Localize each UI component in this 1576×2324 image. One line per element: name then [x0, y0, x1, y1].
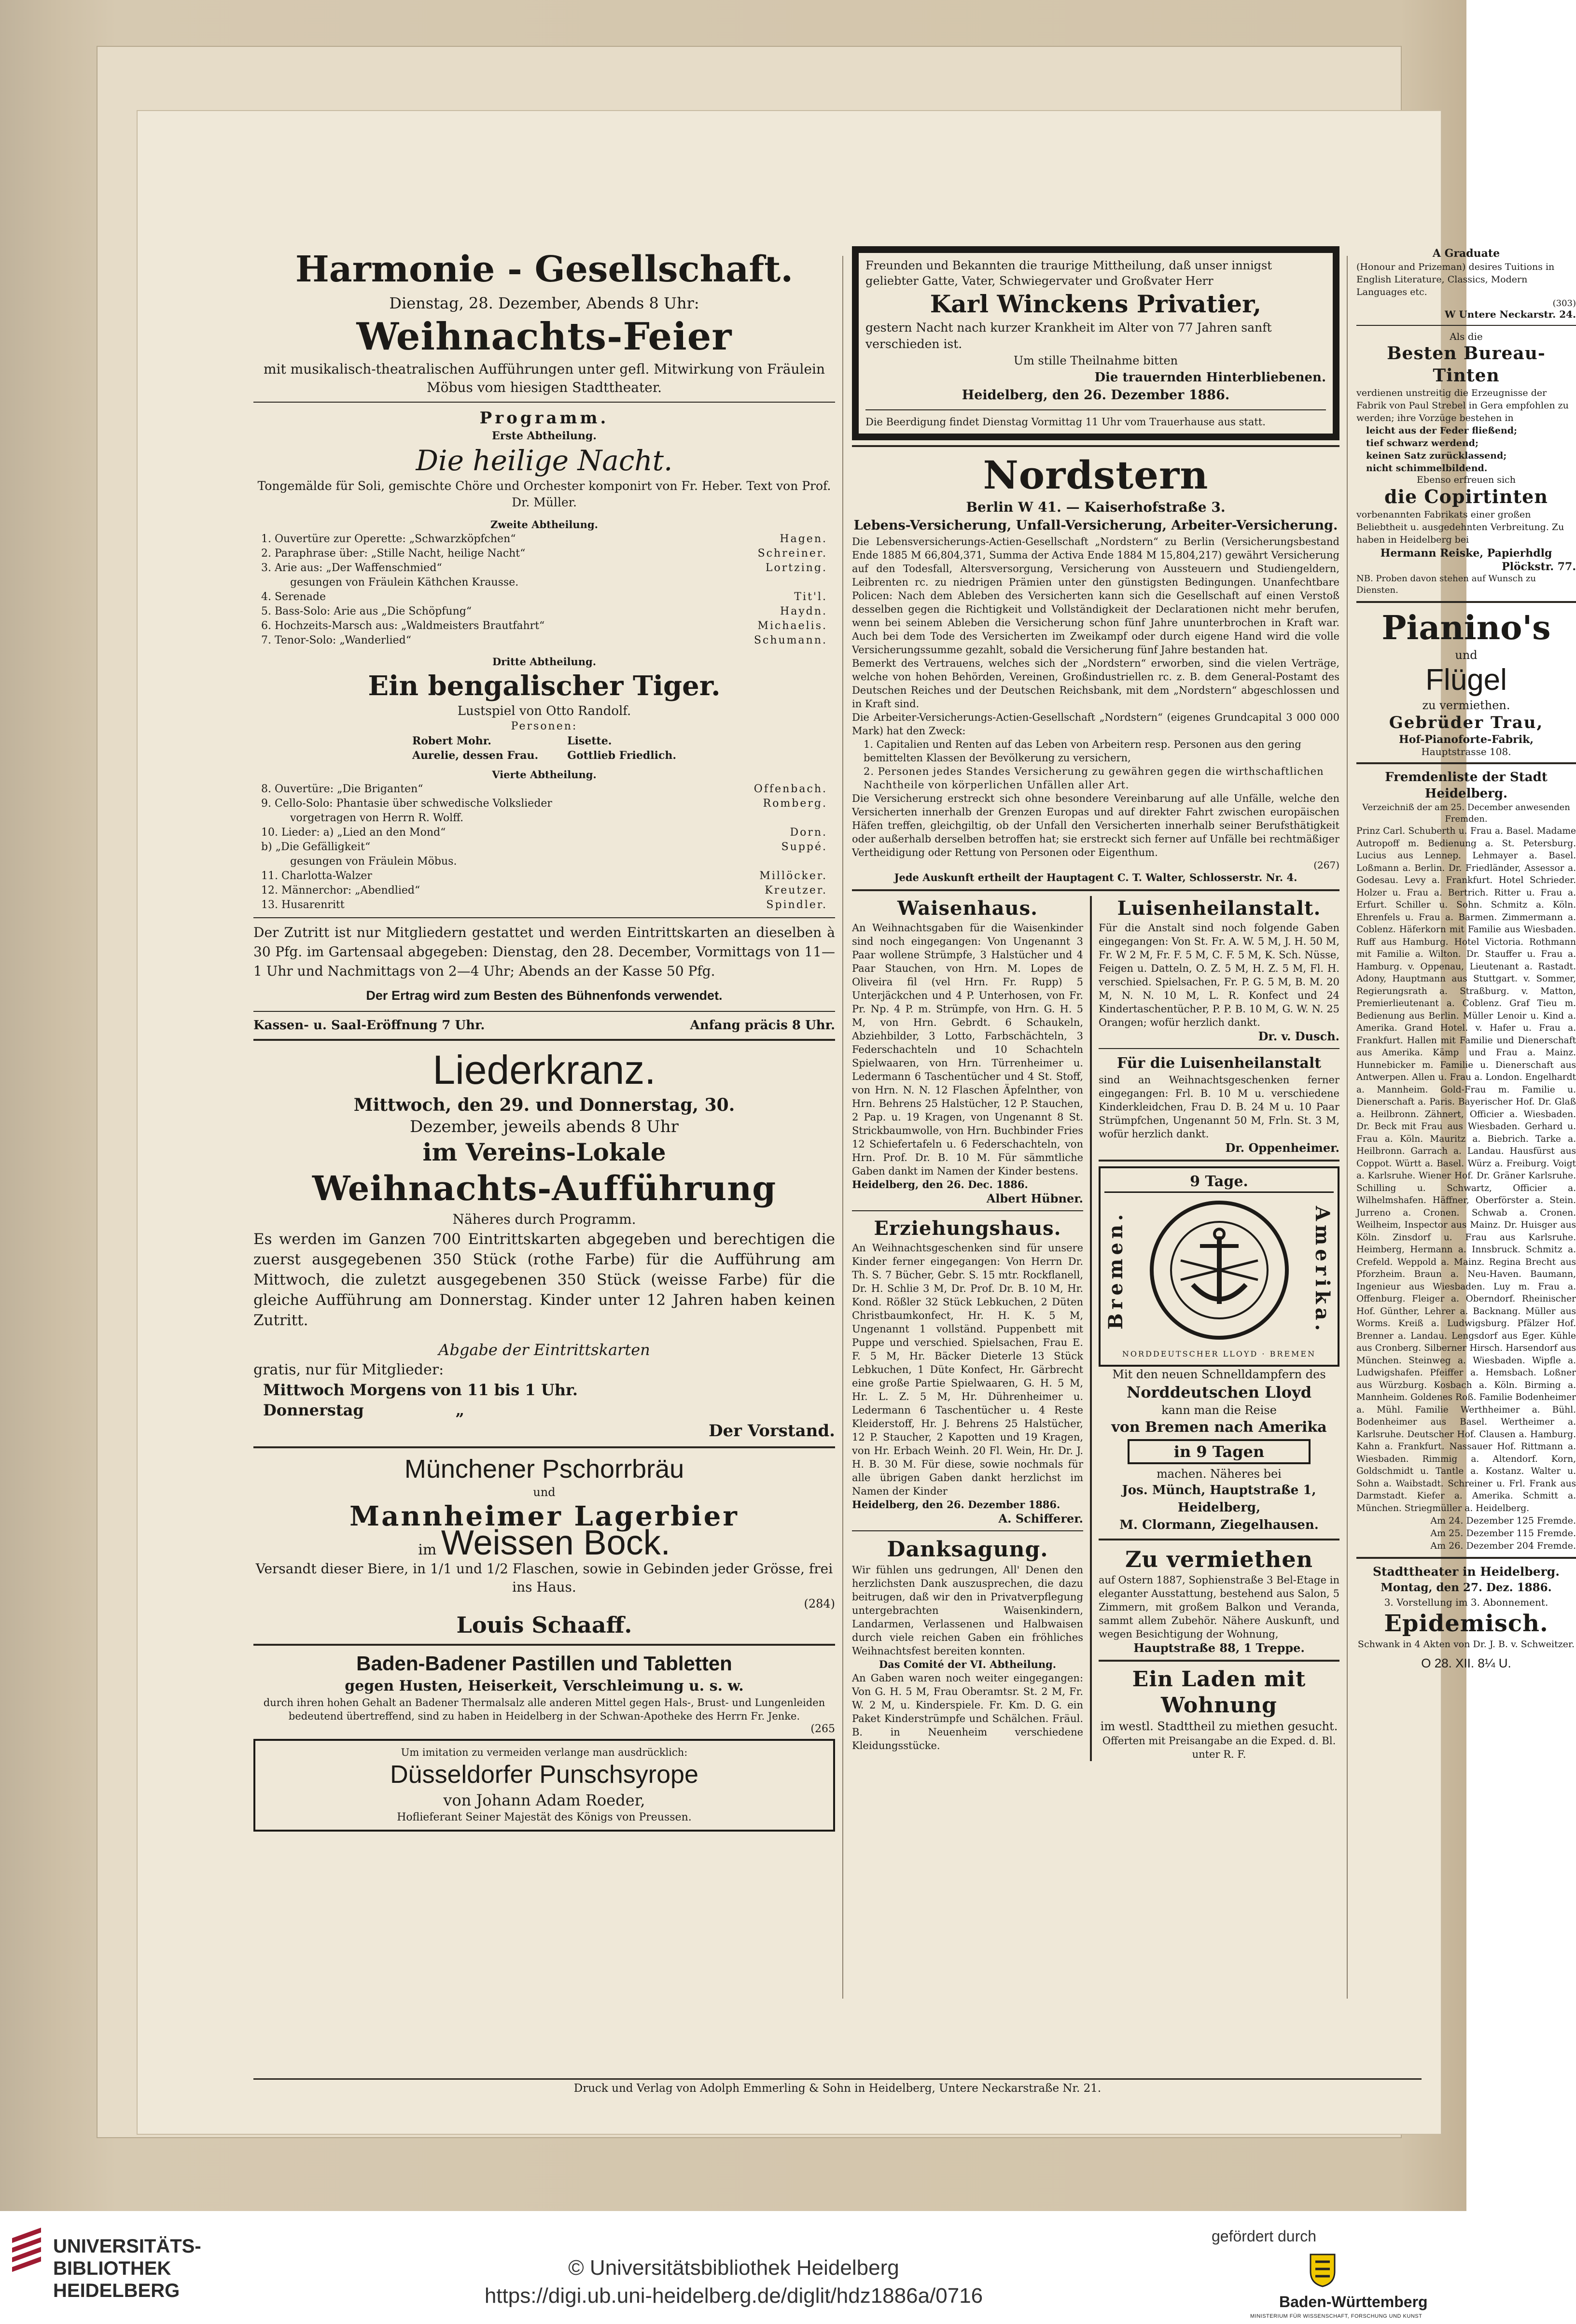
divider: [1099, 1539, 1339, 1540]
divider: [1356, 601, 1576, 603]
bw-name: Baden-Württemberg: [1279, 2293, 1428, 2310]
divider: [865, 409, 1326, 410]
zutritt-text: Der Zutritt ist nur Mitgliedern gestattet und werden Eintrittskarten an dieselben à 30 Pfg. im Gartensaal abgegeben: Dienstag, den 28. December, Vormittags von 11—1 Uhr und Nachmittags von 2—4 Uhr; Abends an der Kasse 50 Pfg.: [253, 924, 835, 979]
play-desc: Tongemälde für Soli, gemischte Chöre und Orchester komponirt von Fr. Heber. Text von Prof. Dr. Müller.: [257, 479, 831, 509]
program-item-title: 4. Serenade: [261, 591, 326, 603]
ad-number: (267): [1313, 859, 1339, 871]
charity-col-right: [1099, 896, 1339, 1761]
naeheres-text: Näheres durch Programm.: [452, 1211, 636, 1227]
bier-title: Münchener Pschorrbräu: [404, 1455, 684, 1484]
program-item: [261, 782, 827, 797]
tinten-seller: Hermann Reiske, Papierhdlg: [1380, 547, 1552, 560]
erziehung-body: An Weihnachtsgeschenken sind für unsere Kinder ferner eingegangen: Von Herrn Dr. Th. S. 7 Bücher, Gebr. S. 15 mtr. Rockflanell, Dr. H. Schlie 3 M, Dr. Prof. Dr. B. 10 M, Hr. Kond. Rößler 32 Stück Lebkuchen, 2 Düten Christbaumkonfect, Hr. H. K. 5 M, Ungenannt 1 vollständ. Puppenbett mit Puppe und verschied. Spielsachen, Frau E. F. 5 M, Hr. Bäcker Dieterle 13 Stück Lebkuchen, 1 Düte Konfect, Hr. Gärbrecht eine große Partie Spielwaaren, G. H. 5 M, Hr. L. Z. 5 M, Hr. Dührenheimer u. Ledermann 6 Taschentücher u. 4 Reste Kleiderstoff, Hr. J. Behrens 25 Halstücher, 12 P. Staucher, 2 Kapotten und 19 Kragen, von Hr. Erbach Weinh. 20 Fl. Wein, Hr. Dr. J. H. B. 30 M. Für diese, sowie nochmals für alle übrigen Gaben dankt herzlichst im Namen der Kinder: [852, 1242, 1084, 1497]
divider: [253, 917, 835, 918]
pianino-zu: zu vermiethen.: [1422, 699, 1510, 712]
obituary: [852, 246, 1339, 440]
program-item-title: 9. Cello-Solo: Phantasie über schwedische Volkslieder: [261, 798, 552, 810]
pianino-title: Pianino's: [1381, 609, 1551, 647]
erziehung-title: Erziehungshaus.: [874, 1217, 1061, 1240]
divider: [1099, 1048, 1339, 1049]
pastillen-title: Baden-Badener Pastillen und Tabletten: [356, 1652, 732, 1675]
column-divider: [1090, 896, 1092, 1761]
program-item: [261, 561, 827, 575]
danksagung-title: Danksagung.: [887, 1537, 1048, 1562]
danksagung-signature: Das Comité der VI. Abtheilung.: [879, 1658, 1057, 1670]
ad-number: (265: [810, 1723, 835, 1735]
lloyd-agent: M. Clormann, Ziegelhausen.: [1119, 1518, 1319, 1532]
program-item: [261, 826, 827, 840]
personen-item: Lisette.: [567, 735, 612, 747]
column-left: [253, 246, 835, 1832]
pianino-und: und: [1455, 648, 1478, 662]
lloyd-ring2: BREMEN: [1269, 1349, 1316, 1358]
tiger-desc: Lustspiel von Otto Randolf.: [457, 704, 631, 718]
lloyd-ring-text: NORDDEUTSCHER LLOYD · BREMEN: [1122, 1349, 1316, 1358]
institution-line: BIBLIOTHEK: [53, 2258, 171, 2279]
play-title: Die heilige Nacht.: [416, 444, 673, 477]
nordstern-ad: [852, 452, 1339, 884]
lloyd-amerika: Amerika.: [1311, 1205, 1334, 1335]
program-item-title: b) „Die Gefälligkeit“: [261, 841, 371, 853]
nordstern-p2: Bemerkt des Vertrauens, welches sich der „Nordstern“ erworben, sind die vielen Verträge, welche von hohen Behörden, Vereinen, Großindustriellen rc. z. B. dem General-Postamt des Deutschen Reiches und der Deutschen Reichsbank, mit dem „Nordstern“ abgeschlossen und in Kraft sind.: [852, 658, 1339, 710]
harmonie-date: Dienstag, 28. Dezember, Abends 8 Uhr:: [389, 294, 699, 312]
pianino-address: Hauptstrasse 108.: [1421, 746, 1511, 757]
obituary-beerdigung: Die Beerdigung findet Dienstag Vormittag 11 Uhr vom Trauerhause aus statt.: [865, 416, 1266, 428]
dritte-abtheilung: Dritte Abtheilung.: [492, 656, 597, 668]
bier-body: Versandt dieser Biere, in 1/1 und 1/2 Flaschen, sowie in Gebinden jeder Grösse, frei ins Haus.: [255, 1561, 833, 1595]
program-item-title: vorgetragen von Herrn R. Wolff.: [290, 812, 464, 824]
program-item-title: 8. Ouvertüre: „Die Briganten“: [261, 783, 423, 795]
punsch-small: Um imitation zu vermeiden verlange man ausdrücklich:: [401, 1747, 688, 1758]
program-item-title: gesungen von Fräulein Käthchen Krausse.: [290, 576, 519, 588]
bock-name: Weissen Bock.: [441, 1524, 670, 1562]
program-item: [261, 811, 827, 826]
luisen2-body: sind an Weihnachtsgeschenken ferner eingegangen: Frl. B. 10 M u. verschiedene Kinderkleidchen, Frau D. B. 24 M u. 10 Paar Strümpfchen, Ungenannt 50 M, Frln. St. 3 M, wofür herzlich dankt.: [1099, 1074, 1339, 1140]
personen-list: [253, 734, 835, 763]
programm-heading: Programm.: [479, 408, 609, 428]
charity-row: [852, 896, 1339, 1761]
program-item: [261, 869, 827, 883]
pianino-title2: Flügel: [1425, 663, 1507, 697]
tinten-nb: NB. Proben davon stehen auf Wunsch zu Diensten.: [1356, 574, 1536, 595]
program-item-title: gesungen von Fräulein Möbus.: [290, 855, 457, 868]
date-stamp: O 28. XII. 8¼ U.: [1421, 1656, 1511, 1670]
punsch-title: Düsseldorfer Punschsyrope: [390, 1761, 698, 1789]
column-middle: [852, 246, 1339, 1761]
fremdenliste: [1356, 769, 1576, 1552]
laden-title: Ein Laden mit Wohnung: [1132, 1667, 1306, 1718]
ministry-name: MINISTERIUM FÜR WISSENSCHAFT, FORSCHUNG UND KUNST: [1250, 2313, 1423, 2319]
program-item-composer: Haydn.: [780, 605, 827, 617]
lloyd-ring: NORDDEUTSCHER LLOYD: [1122, 1349, 1258, 1358]
fremden-sub: Verzeichniß der am 25. December anwesenden Fremden.: [1362, 802, 1570, 824]
program-item-composer: Millöcker.: [759, 870, 827, 882]
coat-of-arms-icon: [1303, 2250, 1342, 2288]
program-item-composer: Hagen.: [780, 533, 827, 545]
pastillen-line: gegen Husten, Heiserkeit, Verschleimung u. s. w.: [345, 1678, 744, 1694]
program-list: [253, 782, 835, 912]
personen-item: Aurelie, dessen Frau.: [412, 749, 539, 762]
program-item: [261, 633, 827, 648]
erziehung-signature: A. Schifferer.: [998, 1512, 1084, 1526]
program-item-title: 10. Lieder: a) „Lied an den Mond“: [261, 826, 446, 839]
liederkranz-title: Liederkranz.: [432, 1047, 656, 1092]
program-item-title: 2. Paraphrase über: „Stille Nacht, heilige Nacht“: [261, 547, 526, 560]
bier-ad: [253, 1453, 835, 1639]
luisen-signature: Dr. v. Dusch.: [1258, 1029, 1339, 1043]
graduate-title: A Graduate: [1432, 247, 1500, 260]
liederkranz-line: Dezember, jeweils abends 8 Uhr: [410, 1117, 679, 1136]
personen-item: Gottlieb Friedlich.: [567, 749, 677, 762]
program-item-title: 3. Arie aus: „Der Waffenschmied“: [261, 562, 442, 574]
obituary-intro: Freunden und Bekannten die traurige Mittheilung, daß unser innigst geliebter Gatte, Vater, Schwiegervater und Großvater Herr: [865, 259, 1272, 288]
program-item-composer: Schumann.: [753, 634, 827, 646]
divider: [253, 1011, 835, 1012]
theater-ad: [1356, 1564, 1576, 1673]
obituary-date: Heidelberg, den 26. Dezember 1886.: [962, 388, 1230, 403]
pastillen-ad: [253, 1651, 835, 1735]
tinten-address: Plöckstr. 77.: [1502, 560, 1576, 573]
divider: [852, 1530, 1083, 1531]
lloyd-mit: Mit den neuen Schnelldampfern des: [1112, 1368, 1326, 1381]
tinten-eben: Ebenso erfreuen sich: [1417, 475, 1516, 485]
institution-line: HEIDELBERG: [53, 2280, 180, 2301]
graduate-address: W Untere Neckarstr. 24.: [1444, 308, 1576, 320]
nordstern-p3: Die Arbeiter-Versicherungs-Actien-Gesellschaft „Nordstern“ (eigenes Grundcapital 3 000 000 Mark) hat den Zweck:: [852, 712, 1339, 737]
bier-title2: Mannheimer Lagerbier: [349, 1500, 739, 1532]
im-text: im: [418, 1541, 437, 1558]
obituary-stille: Um stille Theilnahme bitten: [1013, 354, 1178, 367]
danksagung-ad: [852, 1536, 1083, 1752]
waisenhaus-date: Heidelberg, den 26. Dec. 1886.: [852, 1178, 1028, 1190]
lloyd-kann: kann man die Reise: [1161, 1403, 1277, 1417]
vermieten-address: Hauptstraße 88, 1 Treppe.: [1133, 1641, 1305, 1655]
divider: [852, 889, 1339, 891]
fremden-body: Prinz Carl. Schuberth u. Frau a. Basel. Madame Autropoff m. Bedienung a. St. Petersburg. Lucius aus Lennep. Lehmayer a. Basel. Loßmann a. Berlin. Dr. Friedländer, Assessor a. Godesau. Levy a. Frankfurt. Hotel Schrieder. Holzer u. Frau a. Bertrich. Ritter u. Frau a. Erfurt. Schiller u. Sohn. Schmitz a. Köln. Ehrenfels u. Frau a. Barmen. Zimmermann a. Coblenz. Häferkorn mit Familie aus Wiesbaden. Ruff aus Hamburg. Hotel Victoria. Rothmann mit Familie a. Wilton. Dr. Stauffer u. Frau a. Hamburg. v. Oppenau, Lieutenant a. Rastadt. Adony, Hauptmann aus Stuttgart. v. Sommer, Regierungsrath a. Straßburg. v. Matton, Premierlieutenant a. Coblenz. Graf Tieu m. Bedienung aus Berlin. Müller Lenoir u. Kind a. Amerika. Grand Hotel. v. Hafer u. Frau a. Frankfurt. Hallen mit Familie und Dienerschaft aus Amerika. Kämp und Frau a. Mainz. Hunnebicker m. Familie u. Dienerschaft aus Antwerpen. Allen u. Frau a. London. Engelhardt a. Mannheim. Gold-Frau m. Familie u. Dienerschaft a. Paris. Bayerischer Hof. Dr. Glaß a. Heilbronn. Zähnert, Officier a. Wiesbaden. Dr. Beck mit Frau aus Wiesbaden. Gerhard u. Frau a. Köln. Mauritz a. Biebrich. Tarke a. Heilbronn. Garrach a. Landau. Hausfürst aus Coppot. Württ a. Basel. Würz a. Freiburg. Voigt a. Karlsruhe. Wiener Hof. Dr. Gräner Karlsruhe. Schilling u. Schwartz, Officier a. Wilhelmshafen. Häffner, Oberförster a. Stein. Jurreno a. Cronen. Schwab a. Cronen. Weilheim, Inspector aus Mainz. Dr. Huisger aus Köln. Zinsdorf u. Frau aus Karlsruhe. Heimberg, Hermann a. Innsbruck. Schmitz a. Crefeld. Weppold a. Mainz. Regina Brecht aus Pforzheim. Braun a. Neu-Haven. Baumann, Ingenieur aus Wiesbaden. Luy m. Frau a. Offenburg. Fleiger a. Oberndorf. Rheinischer Hof. Günther, Lehrer a. Backnang. Müller aus Worms. Kreiß a. Ludwigsburg. Pfälzer Hof. Brenner a. Landau. Lengsdorf aus Eger. Kühle aus Cronberg. Silberner Hirsch. Harsendorf aus München. Steinweg a. Wiesbaden. Wipfle a. Ludwigshafen. Pfeiffer a. Hemsbach. Loßner aus Würzburg. Kosbach a. Köln. Birming a. Mannheim. Goldenes Roß. Familie Bodenheimer a. Mühl. Familie Werthheimer a. Bühl. Bodenheimer aus Basel. Wertheimer a. Karlsruhe. Deutscher Hof. Clausen a. Hamburg. Kahn a. Frankfurt. Nassauer Hof. Rittmann a. Wiesbaden. Rimmig a. Altendorf. Korn, Goldschmidt u. Tantle a. Kostanz. Walter u. Sohn a. Waibstadt. Schreiner u. Frl. Frank aus Darmstadt. Kiefer a. Amerika. Schmitt a. München. Striegmüller a. Heidelberg.: [1356, 826, 1576, 1513]
footer: [0, 2211, 1466, 2324]
harmonie-ad: [253, 246, 835, 1034]
divider: [1356, 762, 1576, 764]
mittwoch-text: Mittwoch Morgens von 11 bis 1 Uhr.: [263, 1381, 578, 1399]
erziehung-ad: [852, 1216, 1083, 1526]
obituary-body: gestern Nacht nach kurzer Krankheit im Alter von 77 Jahren sanft verschieden ist.: [865, 321, 1272, 351]
divider: [253, 402, 835, 403]
divider: [852, 1210, 1083, 1211]
theater-title: Stadttheater in Heidelberg.: [1372, 1565, 1560, 1579]
institution-line: UNIVERSITÄTS-: [53, 2236, 201, 2257]
program-item-title: 7. Tenor-Solo: „Wanderlied“: [261, 634, 411, 646]
liederkranz-line: Mittwoch, den 29. und Donnerstag, 30.: [353, 1095, 735, 1115]
program-item-composer: Spindler.: [766, 899, 827, 911]
tinten-bullet: tief schwarz werdend;: [1366, 438, 1478, 448]
kassen-text: Kassen- u. Saal-Eröffnung 7 Uhr.: [253, 1018, 485, 1033]
vermieten-body: auf Ostern 1887, Sophienstraße 3 Bel-Etage in eleganter Ausstattung, bestehend aus Salon, 5 Zimmern, mit großem Balkon und Veranda, sammt allem Zubehör. Nähere Auskunft, und wegen Besichtigung der Wohnung,: [1099, 1574, 1339, 1640]
permalink[interactable]: https://digi.ub.uni-heidelberg.de/diglit/hdz1886a/0716: [484, 2284, 983, 2308]
copyright: © Universitätsbibliothek Heidelberg: [568, 2256, 899, 2280]
pianino-firm: Gebrüder Trau,: [1389, 713, 1544, 732]
punsch-von: von Johann Adam Roeder,: [443, 1791, 645, 1809]
tinten-als: Als die: [1450, 331, 1483, 342]
tinten-bullet: keinen Satz zurücklassend;: [1366, 450, 1507, 461]
program-item: [261, 883, 827, 898]
nordstern-auskunft: Jede Auskunft ertheilt der Hauptagent C. T. Walter, Schlosserstr. Nr. 4.: [894, 871, 1297, 883]
waisenhaus-title: Waisenhaus.: [897, 897, 1038, 920]
waisenhaus-signature: Albert Hübner.: [986, 1191, 1084, 1205]
tinten-body2: vorbenannten Fabrikats einer großen Beliebtheit u. ausgedehnten Verbreitung. Zu haben in Heidelberg bei: [1356, 509, 1564, 545]
program-item-composer: Schreiner.: [757, 547, 827, 560]
liederkranz-body: Es werden im Ganzen 700 Eintrittskarten abgegeben und berechtigen die zuerst ausgegebenen 350 Stück (rothe Farbe) für die Aufführung am Mittwoch, die zuletzt ausgegebenen 350 Stück (weisse Farbe) für die gleiche Aufführung am Donnerstag. Kinder unter 12 Jahren haben keinen Zutritt.: [253, 1231, 835, 1329]
lloyd-head: 9 Tage.: [1104, 1172, 1334, 1193]
luisen2-title: Für die Luisenheilanstalt: [1116, 1055, 1322, 1072]
program-item: [261, 797, 827, 811]
vorstand-text: Der Vorstand.: [709, 1421, 835, 1441]
luisen2-signature: Dr. Oppenheimer.: [1225, 1141, 1339, 1155]
program-item: [261, 590, 827, 604]
program-item-composer: Romberg.: [763, 798, 827, 810]
harmonie-times: [253, 1017, 835, 1034]
luisen-ad: [1099, 896, 1339, 1043]
program-item-composer: Michaelis.: [757, 620, 827, 632]
lloyd-ad: [1099, 1166, 1339, 1367]
lloyd-von: von Bremen nach Amerika: [1111, 1419, 1327, 1436]
vierte-abtheilung: Vierte Abtheilung.: [492, 769, 597, 781]
program-item: [261, 575, 827, 590]
divider: [852, 445, 1339, 447]
pastillen-body: durch ihren hohen Gehalt an Badener Thermalsalz alle anderen Mittel gegen Hals-, Brust- und Lungenleiden bedeutend übertreffend, sind zu haben in Heidelberg in der Schwan-Apotheke des Herrn Fr. Jenke.: [263, 1697, 825, 1722]
imprint: Druck und Verlag von Adolph Emmerling & Sohn in Heidelberg, Untere Neckarstraße Nr. 21.: [253, 2078, 1422, 2097]
nordstern-address: Berlin W 41. — Kaiserhofstraße 3.: [966, 499, 1226, 515]
ertrag-text: Der Ertrag wird zum Besten des Bühnenfonds verwendet.: [366, 988, 723, 1003]
lloyd-agent: Jos. Münch, Hauptstraße 1, Heidelberg,: [1122, 1483, 1316, 1515]
tiger-title: Ein bengalischer Tiger.: [368, 670, 721, 702]
program-item: [261, 898, 827, 912]
program-item-title: 1. Ouvertüre zur Operette: „Schwarzköpfchen“: [261, 533, 516, 545]
tinten-title2: die Copirtinten: [1384, 486, 1548, 507]
luisen-title: Luisenheilanstalt.: [1117, 897, 1321, 920]
waisenhaus-body: An Weihnachtsgaben für die Waisenkinder sind noch eingegangen: Von Ungenannt 3 Paar wollene Strümpfe, 3 Halstücher und 4 Paar Stauchen, von Hrn. M. Lopes de Oliveira fil (vel Hrn. Fr. Rupp) 5 Unterjäckchen und 4 P. Unterhosen, von Fr. Pr. Np. 4 P. m. Strümpfe, von Hrn. G. H. 5 M, von Hrn. Gebrdt. 6 Schaukeln, Abziehbilder, 3 Lotto, Farbschächteln, 3 Federschachteln und 10 Schachteln Spielwaaren, von Hrn. Türrenheimer u. Ledermann 6 Taschentücher und 4 St. Stoff, von Hrn. N. N. 12 Flaschen Äpfelnther, von Hrn. Behrens 25 Halstücher, 12 P. Stauchen, 2 Pap. u. 19 Kragen, von Ungenannt 8 St. Strickbaumwolle, von Hrn. Buchbinder Fries 12 Schiefertafeln u. 6 Federschachteln, von Hrn. Prof. Dr. B. 10 M. Für sämmtliche Gaben dankt im Namen der Kinder bestens.: [852, 922, 1084, 1177]
punsch-hof: Hoflieferant Seiner Majestät des Königs von Preussen.: [397, 1811, 692, 1823]
program-item-composer: Lortzing.: [765, 562, 827, 574]
ad-number: (303): [1552, 298, 1576, 308]
laden-body: im westl. Stadttheil zu miethen gesucht.: [1100, 1720, 1338, 1733]
waisenhaus-ad: [852, 896, 1083, 1205]
abgabe-heading: Abgabe der Eintrittskarten: [438, 1341, 650, 1359]
lloyd-emblem-row: [1104, 1193, 1334, 1347]
pianino-sub: Hof-Pianoforte-Fabrik,: [1398, 733, 1534, 746]
graduate-ad: [1356, 246, 1576, 320]
divider: [1356, 1557, 1576, 1559]
liederkranz-location: im Vereins-Lokale: [422, 1138, 666, 1166]
donnerstag-row: [253, 1400, 835, 1420]
divider: [1099, 1160, 1339, 1162]
divider: [253, 1644, 835, 1646]
program-item: [261, 604, 827, 619]
column-divider: [1347, 256, 1348, 1999]
nordstern-sub: Lebens-Versicherung, Unfall-Versicherung, Arbeiter-Versicherung.: [853, 518, 1338, 533]
bier-signature: Louis Schaaff.: [456, 1612, 632, 1638]
tinten-body: verdienen unstreitig die Erzeugnisse der Fabrik von Paul Strebel in Gera empfohlen zu werden; ihre Vorzüge bestehen in: [1356, 388, 1569, 423]
punsch-ad: [253, 1739, 835, 1832]
lloyd-in: in 9 Tagen: [1128, 1439, 1311, 1464]
program-item-composer: Suppé.: [781, 841, 827, 853]
nordstern-p3a: 1. Capitalien und Renten auf das Leben von Arbeitern resp. Personen aus den gering bemittelten Klassen der Bevölkerung zu versichern,: [864, 739, 1301, 764]
liederkranz-event: Weihnachts-Aufführung: [312, 1168, 777, 1208]
tinten-ad: [1356, 331, 1576, 596]
anfang-text: Anfang präcis 8 Uhr.: [690, 1018, 835, 1033]
ad-number: (284): [804, 1597, 835, 1610]
fremden-count: Am 26. Dezember 204 Fremde.: [1430, 1540, 1576, 1551]
donnerstag-text: Donnerstag: [263, 1401, 364, 1419]
program-item-title: 5. Bass-Solo: Arie aus „Die Schöpfung“: [261, 605, 472, 617]
program-item-title: 11. Charlotta-Walzer: [261, 870, 372, 882]
lloyd-machen: machen. Näheres bei: [1157, 1467, 1282, 1481]
theater-date: Montag, den 27. Dez. 1886.: [1381, 1581, 1552, 1594]
divider: [253, 1039, 835, 1041]
fremden-title: Fremdenliste der Stadt Heidelberg.: [1385, 770, 1548, 801]
theater-desc: Schwank in 4 Akten von Dr. J. B. v. Schweitzer.: [1357, 1639, 1575, 1650]
program-item-composer: Dorn.: [790, 826, 827, 839]
tinten-bullet: nicht schimmelbildend.: [1366, 463, 1488, 474]
program-item: [261, 619, 827, 633]
theater-sub: 3. Vorstellung im 3. Abonnement.: [1384, 1596, 1548, 1608]
danksagung-body2: An Gaben waren noch weiter eingegangen: Von G. H. 5 M, Frau Oberamtsr. St. 2 M, Fr. W. 2 M, u. Kinderspiele. Fr. Km. D. G. ein Paket Kinderstrümpfe und Schälchen. Fräul. B. in Neuenheim verschiedene Kleidungsstücke.: [852, 1672, 1084, 1751]
fremden-count: Am 24. Dezember 125 Fremde.: [1430, 1515, 1576, 1526]
anchor-emblem-icon: [1147, 1198, 1292, 1343]
divider: [1099, 1660, 1339, 1662]
laden-ad: [1099, 1666, 1339, 1761]
personen-label: Personen:: [511, 720, 578, 732]
program-item: [261, 854, 827, 869]
tinten-title: Besten Bureau-Tinten: [1387, 343, 1546, 386]
tinten-bullet: leicht aus der Feder fließend;: [1366, 425, 1518, 436]
pianino-ad: [1356, 608, 1576, 757]
divider: [1356, 325, 1576, 326]
harmonie-intro: mit musikalisch-theatralischen Aufführungen unter gefl. Mitwirkung von Fräulein Möbus vom hiesigen Stadttheater.: [264, 361, 825, 395]
erste-abtheilung: Erste Abtheilung.: [492, 430, 597, 442]
danksagung-body: Wir fühlen uns gedrungen, All' Denen den herzlichsten Dank auszusprechen, die dazu beitrugen, daß wir den in Privatverpflegung untergebrachten Waisenkindern, Landarmen, Verlassenen und Halbwaisen durch viele reichen Gaben ein fröhliches Weihnachtsfest bereiten konnten.: [852, 1564, 1084, 1657]
divider: [253, 1446, 835, 1448]
program-item: [261, 546, 827, 561]
column-divider: [842, 256, 843, 1999]
program-item: [261, 840, 827, 854]
vermieten-title: Zu vermiethen: [1125, 1546, 1313, 1572]
fremden-count: Am 25. Dezember 115 Fremde.: [1430, 1528, 1576, 1539]
und-text: und: [533, 1485, 556, 1499]
program-item-title: 12. Männerchor: „Abendlied“: [261, 884, 420, 896]
newspaper-page: [138, 111, 1576, 2134]
erziehung-date: Heidelberg, den 26. Dezember 1886.: [852, 1498, 1060, 1511]
graduate-body: (Honour and Prizeman) desires Tuitions in English Literature, Classics, Modern Languages etc.: [1356, 262, 1555, 297]
liederkranz-ad: [253, 1046, 835, 1442]
luisen-body: Für die Anstalt sind noch folgende Gaben eingegangen: Von St. Fr. A. W. 5 M, J. H. 50 M, Fr. W 2 M, Fr. F. 5 M, C. F. 5 M, K. Sch. Nüsse, Feigen u. Datteln, O. Z. 5 M, H. Z. 5 M, Fl. H. verschied. Spielsachen, Fr. P. G. 5 M, B. M. 20 M, N. N. 10 M, L. R. Konfect und 24 Kindertaschentücher, P. P. B. 10 M, G. W. N. 25 Orangen; wofür herzlich dankt.: [1099, 922, 1339, 1028]
zweite-abtheilung: Zweite Abtheilung.: [490, 518, 598, 531]
column-right: [1356, 246, 1576, 1673]
lloyd-bremen: Bremen.: [1104, 1210, 1128, 1330]
program-item-title: 6. Hochzeits-Marsch aus: „Waldmeisters Brautfahrt“: [261, 620, 545, 632]
program-item-title: 13. Husarenritt: [261, 899, 345, 911]
luisen2-ad: [1099, 1054, 1339, 1155]
program-item-composer: Offenbach.: [753, 783, 827, 795]
personen-item: Robert Mohr.: [412, 735, 491, 747]
charity-col-left: [852, 896, 1083, 1761]
nordstern-p3b: 2. Personen jedes Standes Versicherung zu gewähren gegen die wirthschaftlichen Nachtheile von körperlichen Unfällen aller Art.: [864, 766, 1324, 791]
funded-by: gefördert durch: [1212, 2227, 1317, 2245]
program-item: [261, 532, 827, 546]
program-list: [253, 532, 835, 648]
lloyd-nd: Norddeutschen Lloyd: [1126, 1383, 1312, 1401]
vermieten-ad: [1099, 1545, 1339, 1655]
theater-play: Epidemisch.: [1384, 1610, 1548, 1637]
harmonie-title: Harmonie - Gesellschaft.: [295, 249, 794, 290]
ub-logo-icon: [10, 2234, 53, 2307]
obituary-signature: Die trauernden Hinterbliebenen.: [1094, 370, 1326, 385]
obituary-name: Karl Winckens Privatier,: [930, 290, 1262, 318]
nordstern-p1: Die Lebensversicherungs-Actien-Gesellschaft „Nordstern“ zu Berlin (Versicherungsbestand Ende 1885 M 66,804,371, Summa der Activa Ende 1884 M 15,804,217) gewährt Versicherung auf den Todesfall, Altersversorgung, Versicherung von Aussteuern und Studiengeldern, Leibrenten rc. zu niedrigen Prämien unter den günstigsten Bedingungen. Unanfechtbare Policen: Nach dem Ableben des Versicherten kann sich die Gesellschaft auf einen Verstoß desselben gegen die Richtigkeit und Vollständigkeit der Declarationen nicht mehr berufen, wenn bei seinem Ableben die Versicherung schon fünf Jahre ununterbrochen in Kraft war. Auch bei dem Tode des Versicherten im Zweikampf oder durch eigene Hand wird die volle Versicherungssumme gezahlt, sobald die Versicherung fünf Jahre bestanden hat.: [852, 536, 1339, 656]
program-item-composer: Tit'l.: [794, 591, 827, 603]
institution-name: [53, 2235, 201, 2302]
nordstern-p4: Die Versicherung erstreckt sich ohne besondere Vereinbarung auf alle Unfälle, welche den Versicherten innerhalb der Grenzen Europas und auf direkter Fahrt zwischen europäischen Häfen treffen, gleichgiltig, ob der Unfall den Versicherten innerhalb seiner Berufsthätigkeit oder außerhalb derselben betroffen hat; sie erstreckt sich ferner auf Unfälle bei rechtmäßiger Vertheidigung oder Rettung von Personen oder Eigenthum.: [852, 793, 1339, 858]
laden-body2: Offerten mit Preisangabe an die Exped. d. Bl. unter R. F.: [1102, 1735, 1336, 1760]
gratis-text: gratis, nur für Mitglieder:: [253, 1361, 444, 1378]
bock-line: [253, 1524, 835, 1562]
program-item-composer: Kreutzer.: [765, 884, 827, 896]
nordstern-title: Nordstern: [983, 452, 1209, 498]
ditto-mark: „: [455, 1401, 465, 1419]
harmonie-event: Weihnachts-Feier: [356, 315, 732, 359]
